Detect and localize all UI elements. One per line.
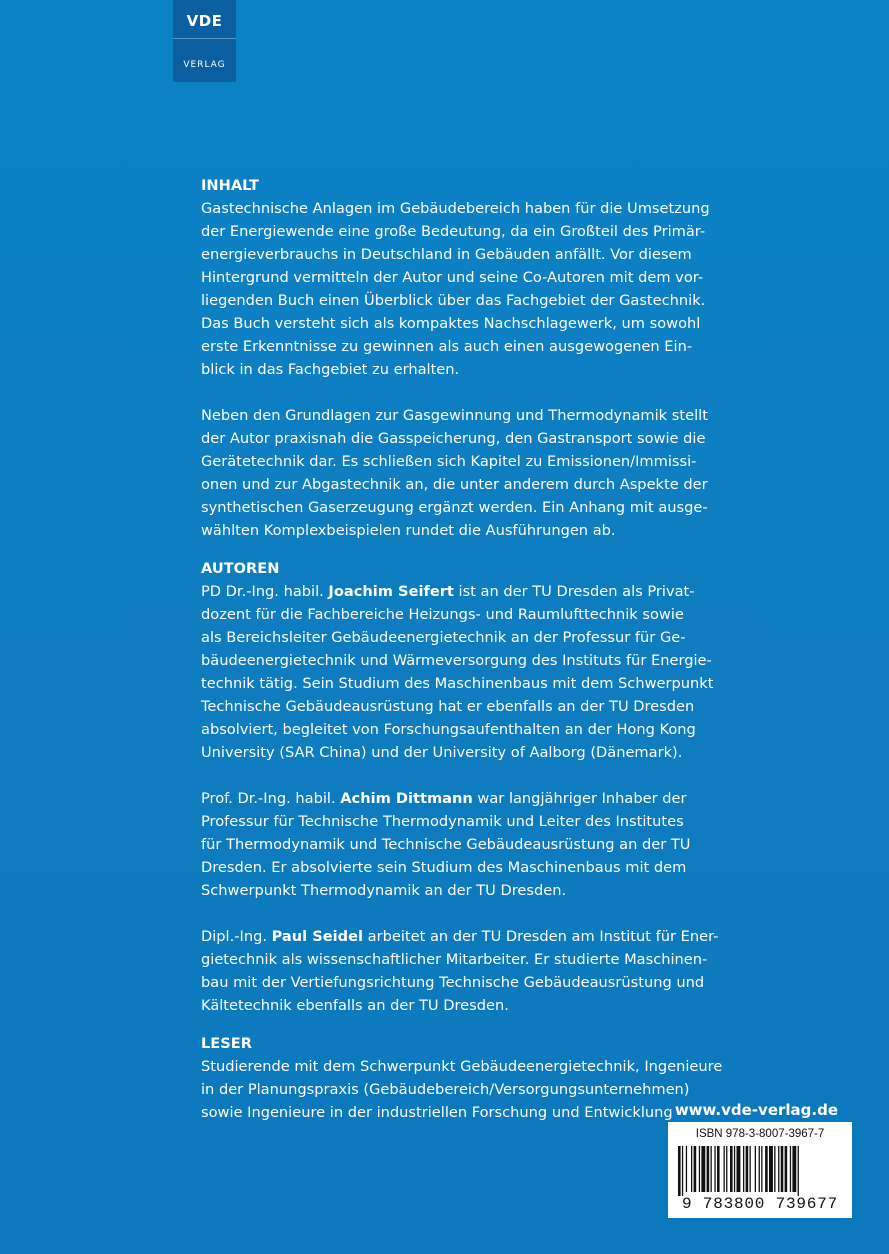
text-line: erste Erkenntnisse zu gewinnen als auch einen ausgewogenen Ein- — [201, 338, 693, 355]
publisher-url: www.vde-verlag.de — [674, 1101, 838, 1119]
barcode-bar — [759, 1146, 760, 1192]
text-line — [201, 580, 761, 603]
barcode-bar — [798, 1146, 799, 1196]
author-title: PD Dr.-Ing. habil. — [201, 583, 329, 600]
barcode-bar — [769, 1146, 773, 1192]
text-line: der Autor praxisnah die Gasspeicherung, den Gastransport sowie die — [201, 430, 706, 447]
barcode-bar — [778, 1146, 779, 1192]
text-line: Kältetechnik ebenfalls an der TU Dresden. — [201, 997, 509, 1014]
author-text: war langjähriger Inhaber der — [472, 790, 687, 807]
author-text: arbeitet an der TU Dresden am Institut für Ener- — [363, 928, 719, 945]
barcode-bar — [761, 1146, 762, 1192]
logo-verlag-text: VERLAG — [183, 60, 226, 70]
author-name: Achim Dittmann — [340, 790, 473, 807]
text-line: für Thermodynamik und Technische Gebäudeausrüstung an der TU — [201, 836, 691, 853]
barcode-bar — [746, 1146, 749, 1192]
text-line: bau mit der Vertiefungsrichtung Technische Gebäudeausrüstung und — [201, 974, 705, 991]
text-line: Hintergrund vermitteln der Autor und seine Co-Autoren mit dem vor- — [201, 269, 704, 286]
barcode-bar — [726, 1146, 727, 1192]
barcode-bar — [678, 1146, 681, 1196]
text-line: liegenden Buch einen Überblick über das Fachgebiet der Gastechnik. — [201, 292, 706, 309]
barcode-bar — [774, 1146, 775, 1192]
heading-autoren: AUTOREN — [201, 560, 280, 577]
barcode-bar — [755, 1146, 756, 1192]
inhalt-paragraph-2 — [201, 404, 761, 542]
text-line: bäudeenergietechnik und Wärmeversorgung des Instituts für Energie- — [201, 652, 712, 669]
barcode-bar — [686, 1146, 687, 1192]
barcode-bar — [707, 1146, 710, 1192]
barcode-bar — [701, 1146, 705, 1192]
barcode-bar — [785, 1146, 788, 1192]
text-line: onen und zur Abgastechnik an, die unter anderem durch Aspekte der — [201, 476, 708, 493]
barcode-bar — [717, 1146, 720, 1192]
text-line: der Energiewende eine große Bedeutung, da ein Großteil des Primär- — [201, 223, 706, 240]
isbn-barcode-box — [668, 1122, 852, 1218]
author-title: Prof. Dr.-Ing. habil. — [201, 790, 341, 807]
author-achim-dittmann — [201, 787, 761, 902]
text-line: Gastechnische Anlagen im Gebäudebereich haben für die Umsetzung — [201, 200, 710, 217]
text-line: sowie Ingenieure in der industriellen Forschung und Entwicklung — [201, 1104, 673, 1121]
barcode-bar — [734, 1146, 735, 1192]
isbn-label: ISBN 978-3-8007-3967-7 — [695, 1128, 825, 1140]
barcode-bar — [790, 1146, 791, 1192]
text-line: technik tätig. Sein Studium des Maschinenbaus mit dem Schwerpunkt — [201, 675, 714, 692]
text-line: Das Buch versteht sich als kompaktes Nachschlagewerk, um sowohl — [201, 315, 701, 332]
barcode-bar — [750, 1146, 751, 1192]
heading-leser: LESER — [201, 1035, 252, 1052]
barcode-bar — [765, 1146, 768, 1192]
text-line: blick in das Fachgebiet zu erhalten. — [201, 361, 460, 378]
text-line: Neben den Grundlagen zur Gasgewinnung und Thermodynamik stellt — [201, 407, 708, 424]
author-name: Paul Seidel — [271, 928, 364, 945]
text-line: als Bereichsleiter Gebäudeenergietechnik an der Professur für Ge- — [201, 629, 686, 646]
author-name: Joachim Seifert — [328, 583, 454, 600]
text-line: wählten Komplexbeispielen rundet die Ausführungen ab. — [201, 522, 616, 539]
text-line — [201, 925, 761, 948]
text-line: University (SAR China) und der University of Aalborg (Dänemark). — [201, 744, 683, 761]
text-line: gietechnik als wissenschaftlicher Mitarbeiter. Er studierte Maschinen- — [201, 951, 708, 968]
logo-vde-text: VDE — [186, 12, 223, 30]
vde-verlag-logo — [173, 0, 236, 82]
inhalt-paragraph-1 — [201, 197, 761, 381]
barcode-bar — [714, 1146, 715, 1192]
barcode-bar — [711, 1146, 712, 1192]
barcode-bar — [730, 1146, 733, 1192]
barcode-bar — [737, 1146, 741, 1192]
barcode-bar — [691, 1146, 692, 1192]
barcode-bar — [781, 1146, 784, 1192]
author-text: ist an der TU Dresden als Privat- — [453, 583, 695, 600]
barcode-digits: 9 783800 739677 — [681, 1195, 839, 1213]
barcode-bar — [694, 1146, 697, 1192]
author-paul-seidel — [201, 925, 761, 1017]
text-line: dozent für die Fachbereiche Heizungs- und Raumlufttechnik sowie — [201, 606, 684, 623]
barcode-bar — [682, 1146, 683, 1196]
text-line — [201, 787, 761, 810]
text-line: absolviert, begleitet von Forschungsaufenthalten an der Hong Kong — [201, 721, 696, 738]
text-line: Schwerpunkt Thermodynamik an der TU Dresden. — [201, 882, 567, 899]
barcode-bar — [699, 1146, 700, 1192]
barcode-bar — [743, 1146, 744, 1192]
logo-divider — [173, 38, 236, 39]
author-joachim-seifert — [201, 580, 761, 764]
barcode-bar — [724, 1146, 725, 1192]
author-title: Dipl.-Ing. — [201, 928, 272, 945]
text-line: synthetischen Gaserzeugung ergänzt werden. Ein Anhang mit ausge- — [201, 499, 708, 516]
text-line: Dresden. Er absolvierte sein Studium des Maschinenbaus mit dem — [201, 859, 687, 876]
text-line: in der Planungspraxis (Gebäudebereich/Versorgungsunternehmen) — [201, 1081, 690, 1098]
text-line: Professur für Technische Thermodynamik und Leiter des Institutes — [201, 813, 684, 830]
heading-inhalt: INHALT — [201, 177, 259, 194]
barcode-bar — [792, 1146, 796, 1192]
text-line: Gerätetechnik dar. Es schließen sich Kapitel zu Emissionen/Immissi- — [201, 453, 697, 470]
text-line: Studierende mit dem Schwerpunkt Gebäudeenergietechnik, Ingenieure — [201, 1058, 723, 1075]
text-line: Technische Gebäudeausrüstung hat er ebenfalls an der TU Dresden — [201, 698, 695, 715]
back-cover-text — [201, 174, 761, 1124]
text-line: energieverbrauchs in Deutschland in Gebäuden anfällt. Vor diesem — [201, 246, 692, 263]
barcode-icon — [676, 1146, 844, 1196]
